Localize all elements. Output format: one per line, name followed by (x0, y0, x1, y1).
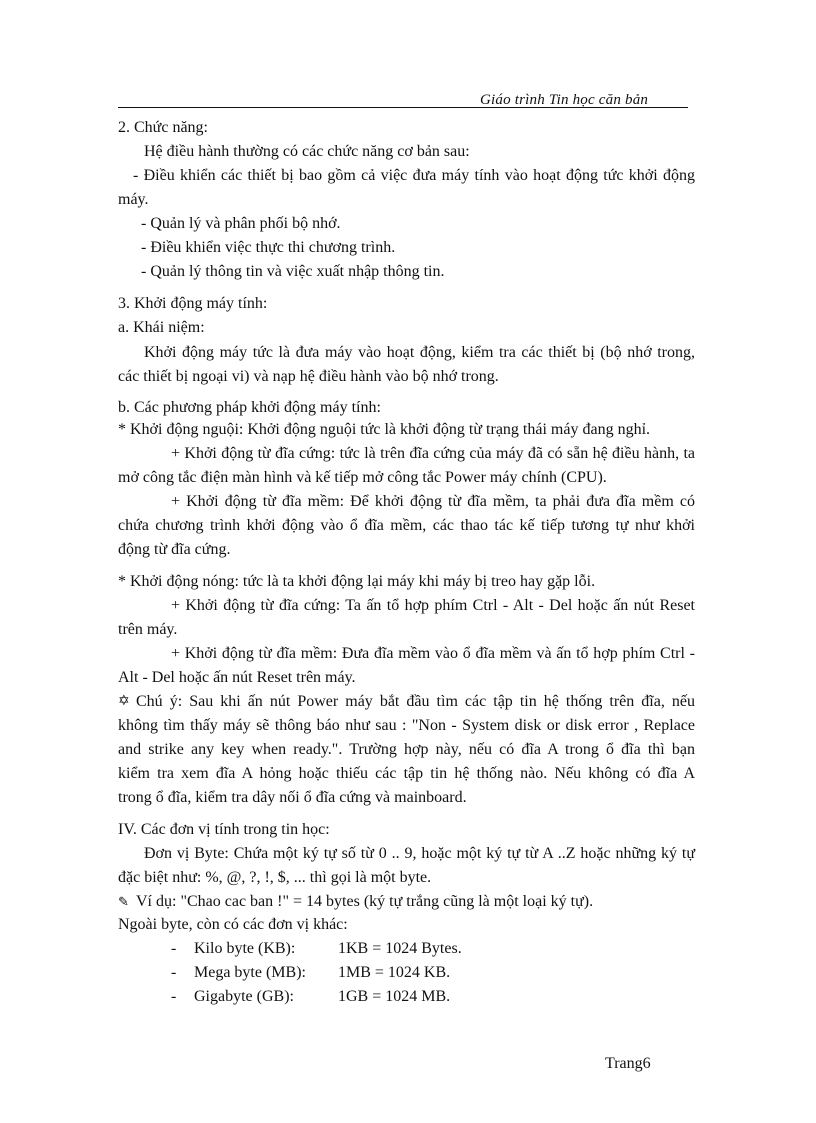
cold-boot-fdd-3: động từ đĩa cứng. (118, 541, 231, 558)
note-line-4: kiểm tra xem đĩa A hỏng hoặc thiếu các tập tin hệ thống nào. Nếu không có đĩa A (118, 765, 695, 782)
warm-boot-hdd-1: + Khởi động từ đĩa cứng: Ta ấn tổ hợp phím Ctrl - Alt - Del hoặc ấn nút Reset (171, 597, 695, 614)
section-4-heading: IV. Các đơn vị tính trong tin học: (118, 821, 330, 838)
other-units-intro: Ngoài byte, còn có các đơn vị khác: (118, 916, 348, 933)
section-3-heading: 3. Khởi động máy tính: (118, 295, 268, 312)
byte-definition-1: Đơn vị Byte: Chứa một ký tự số từ 0 .. 9, hoặc một ký tự từ A ..Z hoặc những ký tự (144, 845, 695, 862)
section-2-item-1-cont: máy. (118, 191, 149, 208)
section-2-item-2: - Quản lý và phân phối bộ nhớ. (141, 215, 341, 232)
note-line-2: không tìm thấy máy sẽ thông báo như sau : "Non - System disk or disk error , Replace (118, 717, 695, 734)
cold-boot-hdd-1: + Khởi động từ đĩa cứng: tức là trên đĩa cứng của máy đã có sẵn hệ điều hành, ta (171, 445, 695, 462)
section-2-intro: Hệ điều hành thường có các chức năng cơ bản sau: (144, 143, 470, 160)
note-line-3: and strike any key when ready.". Trường hợp này, nếu có đĩa A trong ổ đĩa thì bạn (118, 741, 695, 758)
page-number: Trang6 (605, 1055, 651, 1072)
cold-boot-hdd-2: mở công tắc điện màn hình và kế tiếp mở công tắc Power máy chính (CPU). (118, 469, 607, 486)
unit-value-kb: 1KB = 1024 Bytes. (338, 940, 462, 957)
cold-boot-heading: * Khởi động nguội: Khởi động nguội tức là khởi động từ trạng thái máy đang nghỉ. (118, 421, 651, 438)
unit-bullet: - (171, 964, 177, 981)
section-3a-text-2: các thiết bị ngoại vi) và nạp hệ điều hành vào bộ nhớ trong. (118, 368, 499, 385)
pencil-icon: ✎ (118, 894, 129, 909)
cold-boot-fdd-2: chứa chương trình khởi động vào ổ đĩa mềm, các thao tác kế tiếp tương tự như khởi (118, 517, 695, 534)
unit-name-mb: Mega byte (MB): (194, 964, 306, 981)
section-2-item-1: - Điều khiển các thiết bị bao gồm cả việc đưa máy tính vào hoạt động tức khởi động (133, 167, 695, 184)
section-3a-heading: a. Khái niệm: (118, 319, 205, 336)
example-line: Ví dụ: "Chao cac ban !" = 14 bytes (ký tự trắng cũng là một loại ký tự). (136, 893, 594, 910)
unit-value-mb: 1MB = 1024 KB. (338, 964, 451, 981)
unit-value-gb: 1GB = 1024 MB. (338, 988, 451, 1005)
unit-bullet: - (171, 940, 177, 957)
warm-boot-fdd-2: Alt - Del hoặc ấn nút Reset trên máy. (118, 669, 356, 686)
unit-name-kb: Kilo byte (KB): (194, 940, 296, 957)
cold-boot-fdd-1: + Khởi động từ đĩa mềm: Để khởi động từ đĩa mềm, ta phải đưa đĩa mềm có (171, 493, 695, 510)
warm-boot-fdd-1: + Khởi động từ đĩa mềm: Đưa đĩa mềm vào ổ đĩa mềm và ấn tổ hợp phím Ctrl - (171, 645, 695, 662)
note-line-5: trong ổ đĩa, kiểm tra dây nối ổ đĩa cứng và mainboard. (118, 789, 467, 806)
section-3b-heading: b. Các phương pháp khởi động máy tính: (118, 399, 381, 416)
warm-boot-heading: * Khởi động nóng: tức là ta khởi động lại máy khi máy bị treo hay gặp lỗi. (118, 573, 596, 590)
section-2-item-4: - Quản lý thông tin và việc xuất nhập thông tin. (141, 263, 445, 280)
section-2-heading: 2. Chức năng: (118, 119, 208, 136)
header-rule (118, 107, 688, 108)
byte-definition-2: đặc biệt như: %, @, ?, !, $, ... thì gọi là một byte. (118, 869, 432, 886)
note-line-1: Chú ý: Sau khi ấn nút Power máy bắt đầu tìm các tập tin hệ thống trên đĩa, nếu (136, 693, 695, 710)
warm-boot-hdd-2: trên máy. (118, 621, 178, 638)
unit-name-gb: Gigabyte (GB): (194, 988, 294, 1005)
section-2-item-3: - Điều khiển việc thực thi chương trình. (141, 239, 396, 256)
star-icon: ✡ (118, 694, 130, 709)
unit-bullet: - (171, 988, 177, 1005)
section-3a-text-1: Khởi động máy tức là đưa máy vào hoạt động, kiểm tra các thiết bị (bộ nhớ trong, (144, 344, 695, 361)
page-header-title: Giáo trình Tin học căn bản (480, 92, 649, 108)
